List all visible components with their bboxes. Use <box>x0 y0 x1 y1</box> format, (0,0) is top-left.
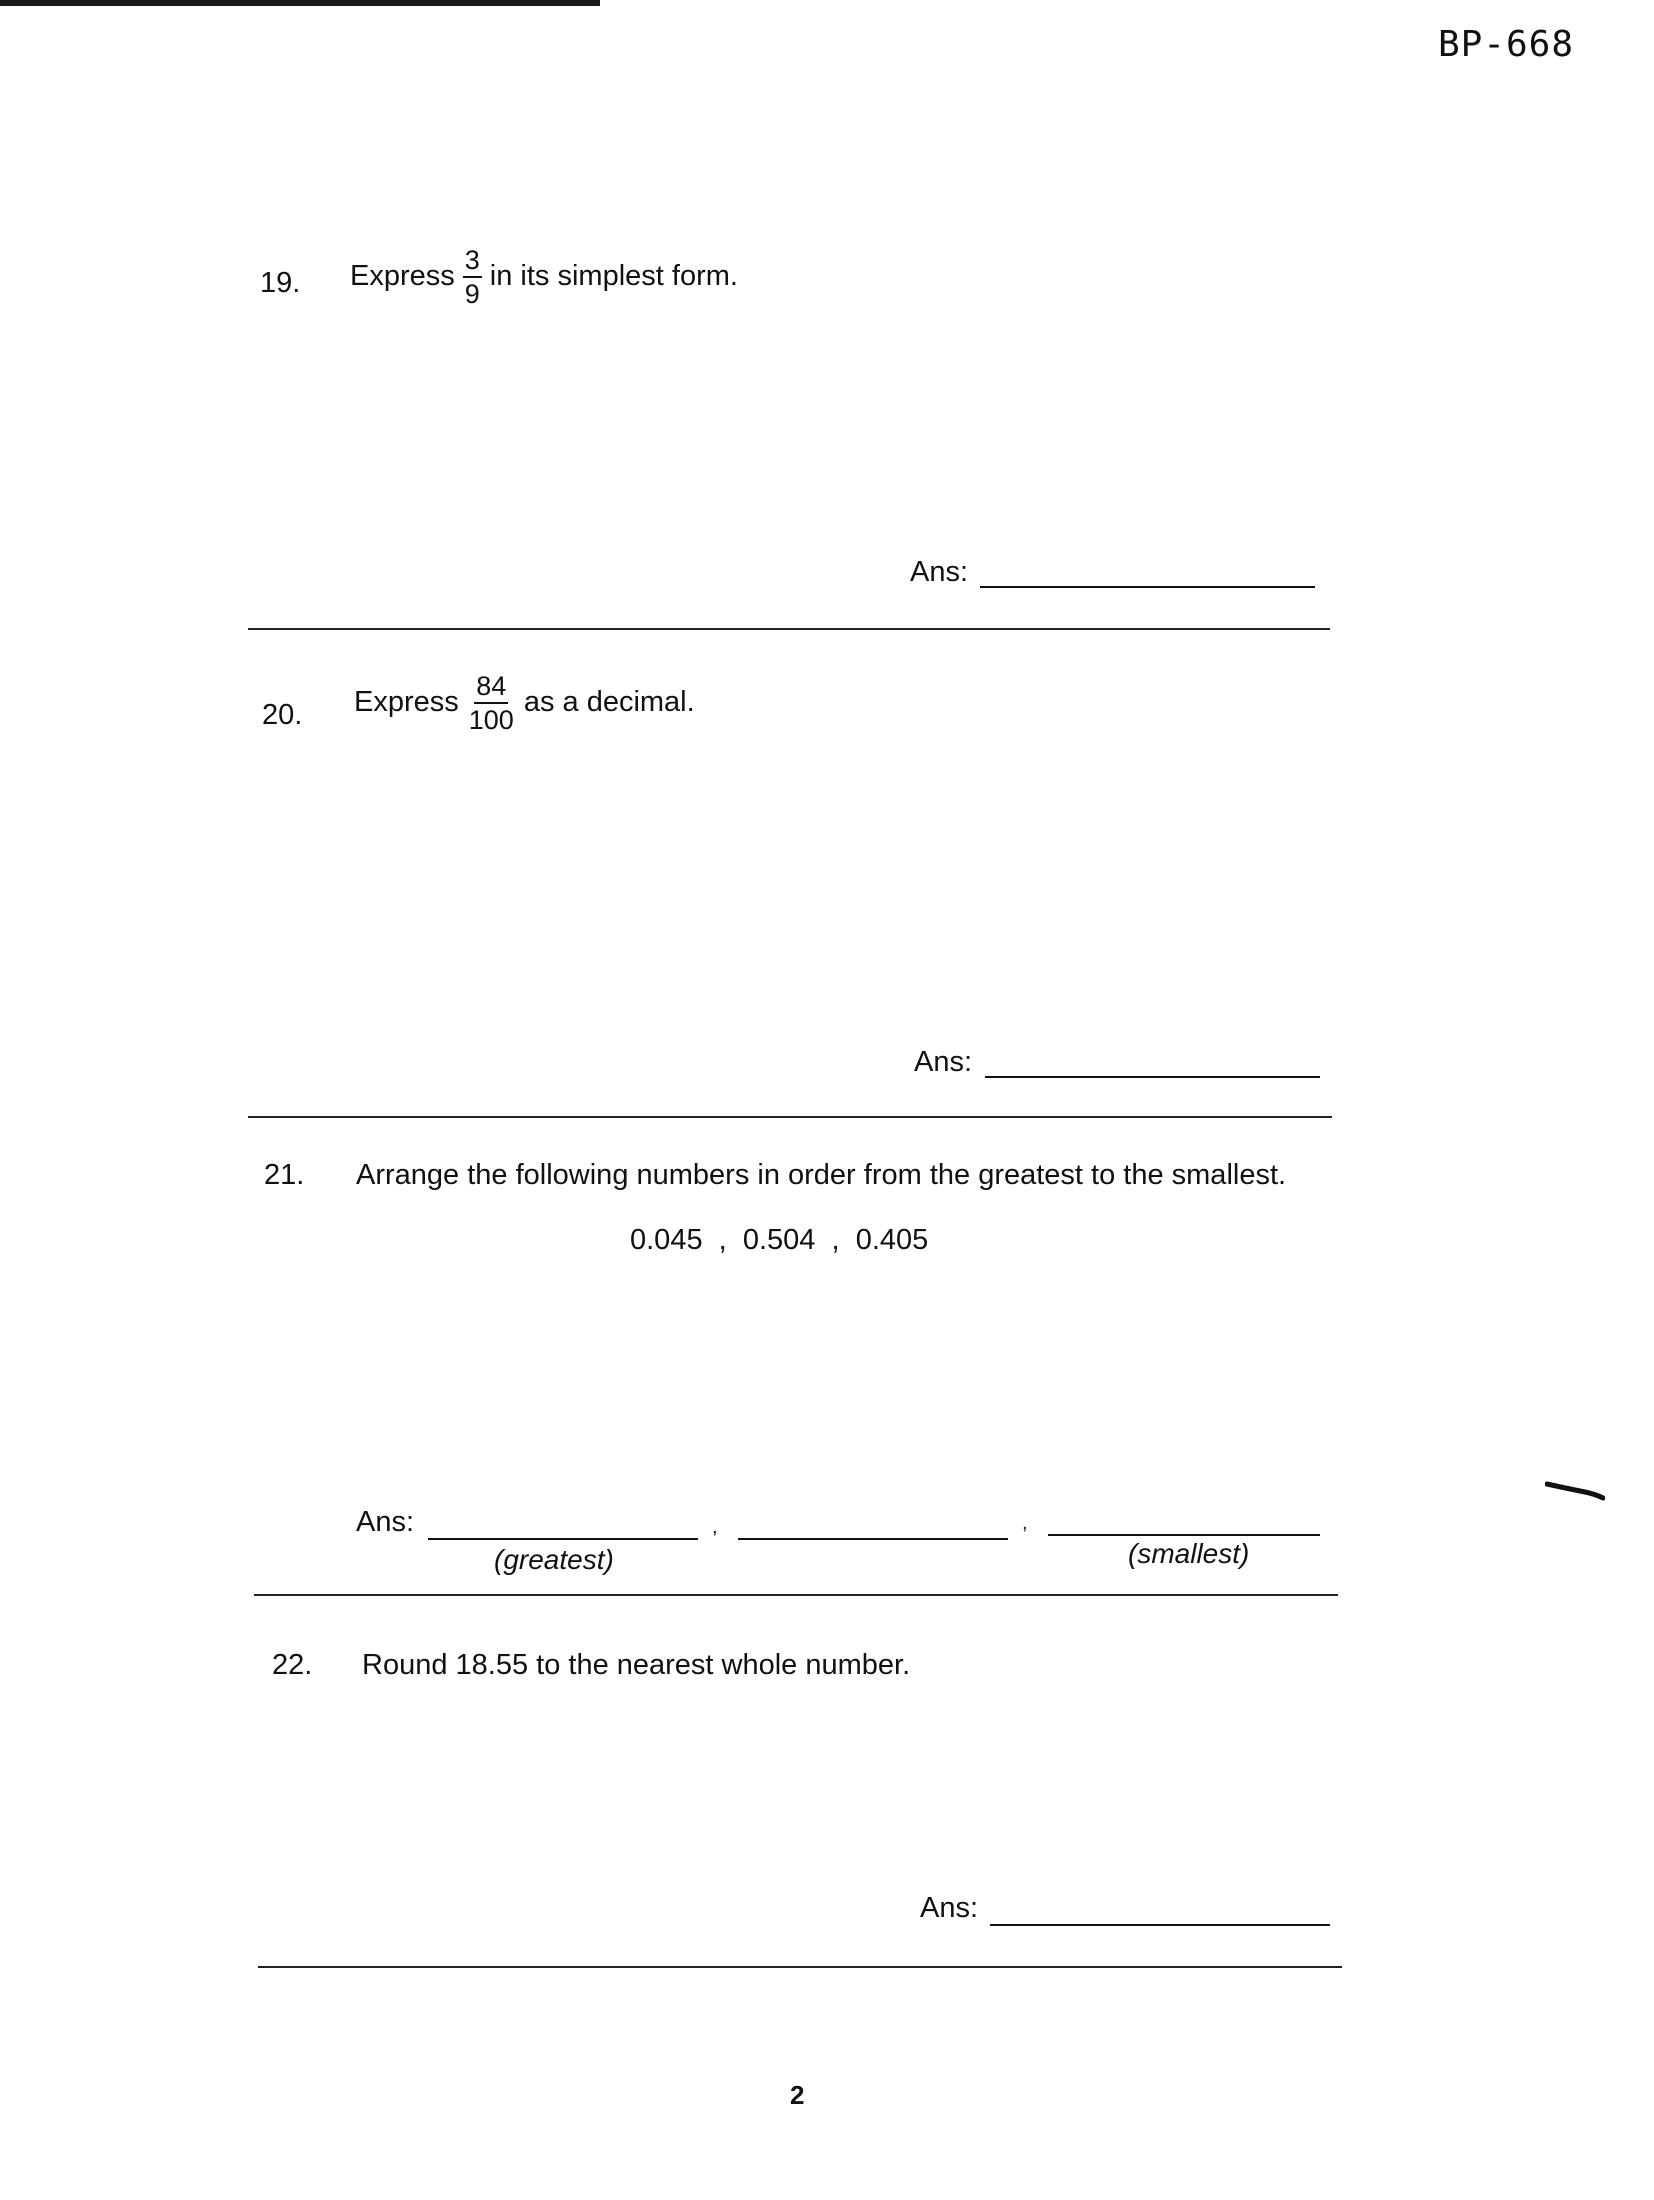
answer-separator: , <box>712 1516 718 1538</box>
fraction-denominator: 100 <box>468 705 514 736</box>
question-19 <box>260 246 1160 326</box>
question-text: Arrange the following numbers in order from the greatest to the smallest. <box>356 1159 1287 1191</box>
answer-blank-smallest[interactable] <box>1048 1534 1320 1536</box>
question-text-after: as a decimal. <box>523 686 695 719</box>
question-text: Round 18.55 to the nearest whole number. <box>362 1649 911 1681</box>
answer-label: Ans: <box>920 1892 979 1924</box>
document-code: BP-668 <box>1437 24 1574 65</box>
question-text <box>350 246 738 309</box>
answer-label: Ans: <box>356 1506 415 1538</box>
fraction <box>463 246 482 309</box>
question-number: 22. <box>272 1649 313 1681</box>
section-divider <box>248 1116 1332 1118</box>
question-text <box>354 672 695 735</box>
top-border-rule <box>0 0 600 6</box>
section-divider <box>258 1966 1342 1968</box>
smallest-label: (smallest) <box>1128 1538 1250 1569</box>
question-text-after: in its simplest form. <box>489 260 738 293</box>
answer-label: Ans: <box>910 556 969 588</box>
fraction <box>467 672 516 735</box>
question-number: 21. <box>264 1159 305 1191</box>
answer-blank[interactable] <box>980 586 1315 588</box>
fraction-numerator: 84 <box>474 672 508 704</box>
answer-blank[interactable] <box>985 1076 1320 1078</box>
question-20 <box>262 672 1162 752</box>
question-21 <box>264 1160 1364 1200</box>
answer-separator: , <box>1022 1512 1028 1534</box>
question-22 <box>272 1650 1172 1690</box>
question-text-before: Express <box>354 686 459 719</box>
section-divider <box>254 1594 1338 1596</box>
greatest-label: (greatest) <box>494 1544 614 1575</box>
answer-blank[interactable] <box>990 1924 1330 1926</box>
question-number: 20. <box>262 699 303 731</box>
fraction-numerator: 3 <box>463 246 482 278</box>
pen-mark-icon <box>1545 1478 1605 1502</box>
section-divider <box>248 628 1330 630</box>
fraction-denominator: 9 <box>464 279 480 310</box>
question-number: 19. <box>260 267 301 299</box>
page-number: 2 <box>790 2080 805 2110</box>
question-text-before: Express <box>350 260 455 293</box>
answer-blank-greatest[interactable] <box>428 1538 698 1540</box>
answer-label: Ans: <box>914 1046 973 1078</box>
number-list: 0.045 , 0.504 , 0.405 <box>630 1224 929 1256</box>
answer-blank-middle[interactable] <box>738 1538 1008 1540</box>
